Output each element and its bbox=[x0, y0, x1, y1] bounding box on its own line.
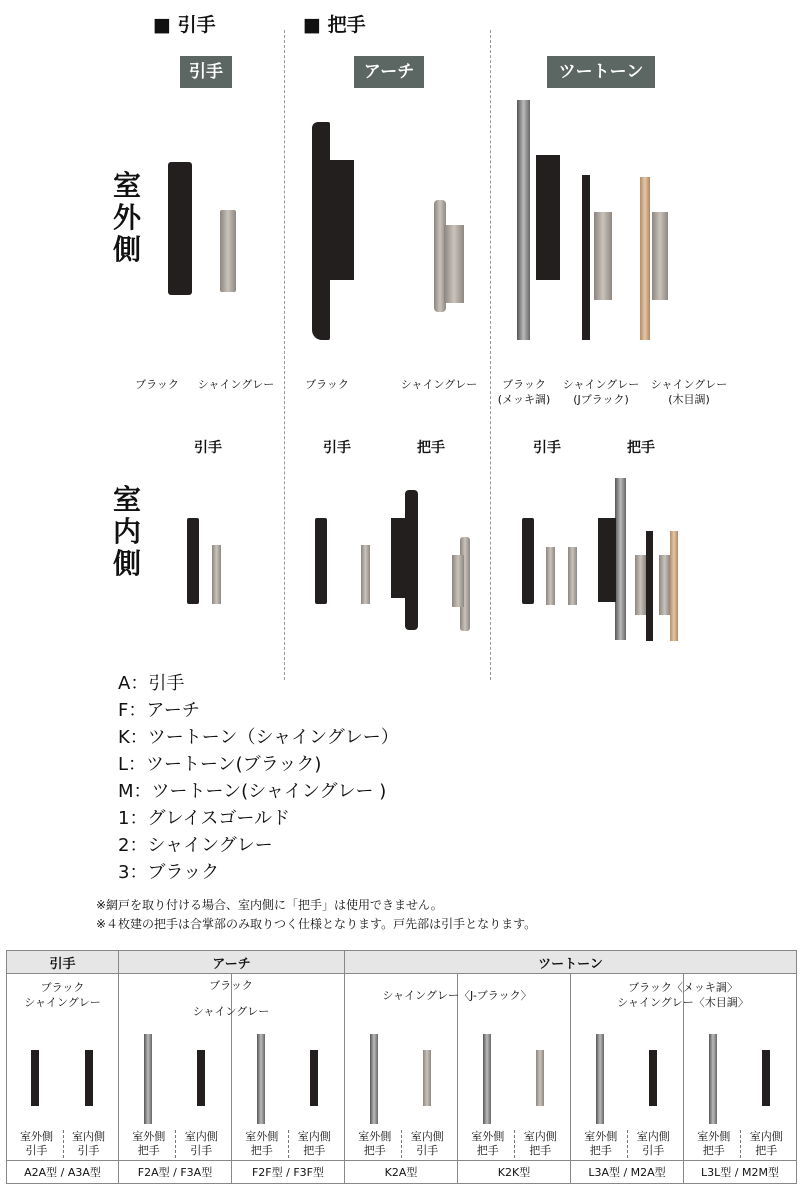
color-text: ブラック シャイングレー bbox=[24, 981, 101, 1009]
twotone-chrome-mount bbox=[598, 518, 616, 602]
dotted-divider bbox=[288, 1130, 289, 1158]
position-label: 室内側 把手 bbox=[749, 1130, 783, 1157]
position-label: 室外側 把手 bbox=[245, 1130, 279, 1157]
pull-black-image bbox=[315, 518, 327, 604]
handle-image bbox=[536, 1050, 544, 1106]
handle-image bbox=[144, 1034, 152, 1124]
twotone-jblack-mount bbox=[635, 555, 646, 615]
color-text: ブラック bbox=[209, 979, 253, 992]
handle-image bbox=[370, 1034, 378, 1124]
model-table bbox=[6, 950, 797, 1184]
section-handle-title: ■ 把手 bbox=[303, 14, 366, 36]
pull-black-image bbox=[187, 518, 199, 604]
model-code: K2K型 bbox=[458, 1161, 571, 1184]
table-cell bbox=[7, 974, 119, 1161]
position-label: 室内側 引手 bbox=[636, 1130, 670, 1157]
handle-image bbox=[596, 1034, 604, 1124]
indoor-type-label: 把手 bbox=[627, 440, 655, 456]
legend-item: M：ツートーン(シャイングレー ) bbox=[118, 781, 387, 802]
legend bbox=[118, 670, 399, 886]
table-header: アーチ bbox=[119, 951, 345, 974]
indoor-type-label: 引手 bbox=[194, 440, 222, 456]
position-label: 室内側 把手 bbox=[523, 1130, 557, 1157]
color-label: シャイングレー bbox=[400, 378, 478, 391]
handle-image bbox=[31, 1050, 39, 1106]
twotone-wood-mount bbox=[652, 212, 668, 300]
indoor-label: 室内側 bbox=[112, 483, 141, 580]
twotone-jblack-image bbox=[582, 175, 590, 340]
legend-item: F：アーチ bbox=[118, 700, 200, 721]
legend-item: K：ツートーン（シャイングレー） bbox=[118, 727, 399, 748]
model-code: F2A型 / F3A型 bbox=[119, 1161, 232, 1184]
indoor-type-label: 引手 bbox=[533, 440, 561, 456]
pull-grey-image bbox=[361, 545, 370, 604]
pull-grey-image bbox=[220, 210, 236, 292]
position-label: 室内側 引手 bbox=[410, 1130, 444, 1157]
twotone-wood-mount bbox=[659, 555, 670, 615]
tag-pull: 引手 bbox=[180, 56, 232, 88]
arch-grey-mount bbox=[444, 225, 464, 303]
twotone-wood-image bbox=[670, 531, 678, 641]
handle-image bbox=[85, 1050, 93, 1106]
position-label: 室外側 把手 bbox=[471, 1130, 505, 1157]
legend-item: 2：シャイングレー bbox=[118, 835, 273, 856]
dotted-divider bbox=[401, 1130, 402, 1158]
outdoor-label: 室外側 bbox=[112, 169, 141, 266]
position-label: 室外側 引手 bbox=[20, 1130, 54, 1157]
position-label: 室内側 引手 bbox=[184, 1130, 218, 1157]
handle-image bbox=[257, 1034, 265, 1124]
model-code: L3L型 / M2M型 bbox=[684, 1161, 797, 1184]
handle-image bbox=[483, 1034, 491, 1124]
dotted-divider bbox=[63, 1130, 64, 1158]
model-code: F2F型 / F3F型 bbox=[232, 1161, 345, 1184]
model-code: K2A型 bbox=[345, 1161, 458, 1184]
legend-item: A：引手 bbox=[118, 673, 185, 694]
dotted-divider bbox=[514, 1130, 515, 1158]
position-label: 室内側 把手 bbox=[297, 1130, 331, 1157]
color-label: ブラック bbox=[135, 378, 179, 391]
pull-grey-image bbox=[546, 547, 555, 605]
indoor-type-label: 把手 bbox=[417, 440, 445, 456]
table-cell bbox=[345, 974, 532, 1161]
position-label: 室外側 把手 bbox=[358, 1130, 392, 1157]
color-text: シャイングレー bbox=[192, 1005, 270, 1018]
note: ※網戸を取り付ける場合、室内側に「把手」は使用できません。 bbox=[96, 898, 443, 912]
table-header: 引手 bbox=[7, 951, 119, 974]
table-header: ツートーン bbox=[345, 951, 797, 974]
color-label: シャイングレー (Jブラック) bbox=[562, 378, 640, 406]
legend-item: 1：グレイスゴールド bbox=[118, 808, 291, 829]
divider bbox=[490, 30, 491, 680]
position-label: 室外側 把手 bbox=[584, 1130, 618, 1157]
dotted-divider bbox=[175, 1130, 176, 1158]
arch-black-mount bbox=[391, 518, 407, 598]
color-label: ブラック bbox=[305, 378, 349, 391]
note: ※４枚建の把手は合掌部のみ取りつく仕様となります。戸先部は引手となります。 bbox=[96, 917, 537, 931]
handle-image bbox=[423, 1050, 431, 1106]
pull-grey-image bbox=[212, 545, 221, 604]
table-cell bbox=[232, 974, 345, 1161]
color-label: シャイングレー bbox=[197, 378, 275, 391]
pull-black-image bbox=[168, 162, 192, 295]
twotone-jblack-image bbox=[646, 531, 653, 641]
pull-black-image bbox=[522, 518, 534, 604]
divider bbox=[284, 30, 285, 680]
dotted-divider bbox=[740, 1130, 741, 1158]
model-code: L3A型 / M2A型 bbox=[571, 1161, 684, 1184]
handle-image bbox=[197, 1050, 205, 1106]
pull-grey-image bbox=[568, 547, 577, 605]
legend-item: L：ツートーン(ブラック) bbox=[118, 754, 322, 775]
notes bbox=[96, 896, 536, 934]
color-text: シャイングレー〈J-ブラック〉 bbox=[382, 989, 532, 1002]
dotted-divider bbox=[627, 1130, 628, 1158]
twotone-chrome-image bbox=[517, 100, 530, 340]
twotone-jblack-mount bbox=[594, 212, 612, 300]
tag-two-tone: ツートーン bbox=[547, 56, 655, 88]
section-pull-title: ■ 引手 bbox=[153, 14, 216, 36]
indoor-type-label: 引手 bbox=[323, 440, 351, 456]
table-cell bbox=[119, 974, 270, 1161]
model-code: A2A型 / A3A型 bbox=[7, 1161, 119, 1184]
arch-grey-mount bbox=[452, 555, 464, 607]
twotone-chrome-mount bbox=[536, 155, 560, 280]
position-label: 室外側 把手 bbox=[132, 1130, 166, 1157]
handle-image bbox=[762, 1050, 770, 1106]
position-label: 室内側 引手 bbox=[71, 1130, 105, 1157]
handle-image bbox=[310, 1050, 318, 1106]
color-text: ブラック〈メッキ調〉 シャイングレー〈木目調〉 bbox=[617, 981, 749, 1009]
twotone-chrome-image bbox=[615, 478, 626, 640]
tag-arch: アーチ bbox=[354, 56, 424, 88]
handle-image bbox=[649, 1050, 657, 1106]
color-label: シャイングレー (木目調) bbox=[650, 378, 728, 406]
color-label: ブラック (メッキ調) bbox=[497, 378, 551, 406]
legend-item: 3：ブラック bbox=[118, 862, 220, 883]
arch-black-mount bbox=[328, 160, 354, 280]
table-cell bbox=[571, 974, 749, 1161]
twotone-wood-image bbox=[640, 177, 650, 340]
position-label: 室外側 把手 bbox=[697, 1130, 731, 1157]
handle-image bbox=[709, 1034, 717, 1124]
